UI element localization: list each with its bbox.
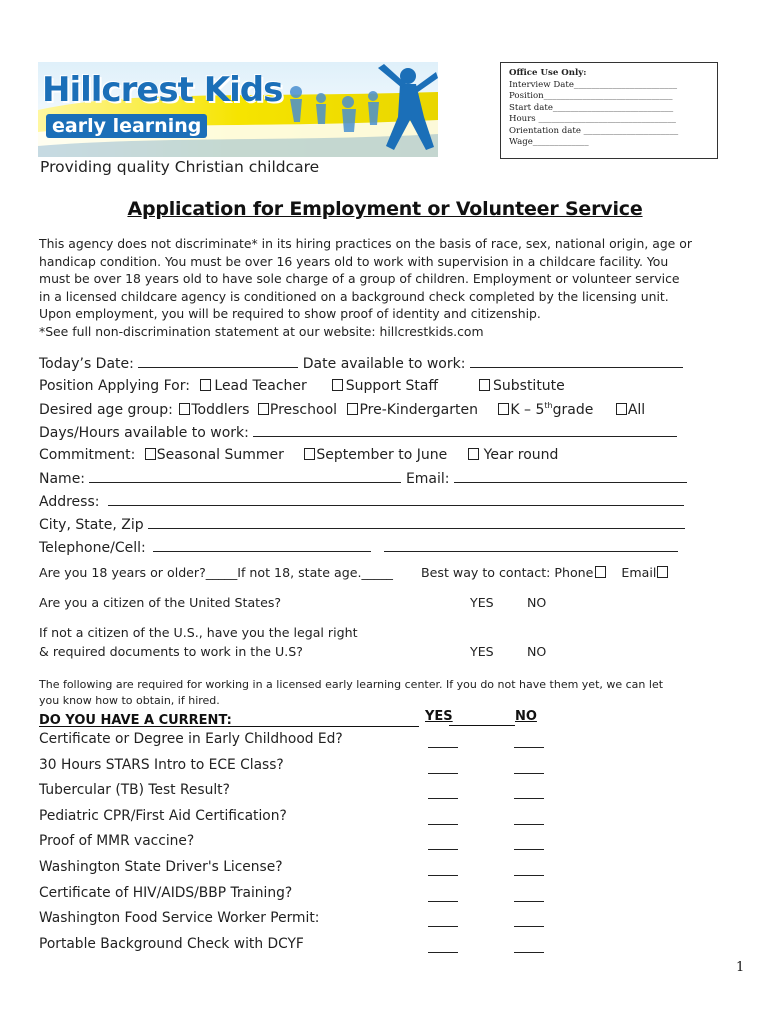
substitute-label: Substitute [493, 378, 565, 394]
support-staff-checkbox[interactable] [332, 379, 343, 391]
intro-line: Upon employment, you will be required to show proof of identity and citizenship. [39, 306, 541, 321]
cell-field[interactable] [384, 539, 678, 552]
office-start-date[interactable]: Start date____________________________ [509, 102, 674, 113]
page-number: 1 [736, 960, 745, 975]
office-use-box [500, 62, 718, 159]
requirement-label: Certificate of HIV/AIDS/BBP Training? [39, 885, 293, 901]
address-label: Address: [39, 494, 100, 510]
days-hours-field[interactable] [253, 424, 677, 437]
city-row [39, 516, 685, 533]
address-row [39, 493, 684, 510]
requirement-label: Portable Background Check with DCYF [39, 936, 304, 952]
toddlers-checkbox[interactable] [179, 403, 190, 415]
requirement-no-blank[interactable] [514, 900, 544, 902]
tagline: Providing quality Christian childcare [40, 158, 320, 176]
requirement-yes-blank[interactable] [428, 925, 458, 927]
date-available-label: Date available to work: [302, 356, 466, 372]
pre-kindergarten-label: Pre-Kindergarten [359, 401, 478, 418]
k-5-label: K – 5 [510, 401, 545, 418]
city-label: City, State, Zip [39, 517, 144, 533]
support-staff-label: Support Staff [345, 378, 439, 394]
requirement-label: Certificate or Degree in Early Childhood Ed? [39, 731, 343, 747]
intro-line: This agency does not discriminate* in its hiring practices on the basis of race, sex, national origin, age or [39, 236, 692, 251]
year-round-label: Year round [483, 447, 559, 463]
preschool-label: Preschool [269, 401, 338, 418]
logo-subtitle: early learning [46, 114, 207, 138]
requirement-no-blank[interactable] [514, 772, 544, 774]
header-rule-gap [449, 725, 515, 726]
dates-row [39, 355, 683, 372]
citizen-question: Are you a citizen of the United States? [39, 595, 282, 610]
todays-date-field[interactable] [138, 355, 298, 368]
intro-line: must be over 18 years old to have sole charge of a group of children. Employment or volunteer service [39, 271, 680, 286]
requirements-header-rule [39, 709, 419, 727]
logo-title: Hillcrest Kids [42, 70, 283, 110]
requirement-yes-blank[interactable] [428, 797, 458, 799]
note-line: you know how to obtain, if hired. [39, 693, 220, 707]
requirement-no-blank[interactable] [514, 746, 544, 748]
legal-no[interactable]: NO [527, 644, 547, 659]
lead-teacher-checkbox[interactable] [200, 379, 211, 391]
seasonal-summer-label: Seasonal Summer [156, 447, 284, 463]
city-field[interactable] [148, 516, 685, 529]
requirement-label: Washington Food Service Worker Permit: [39, 910, 320, 926]
contact-row [421, 565, 671, 580]
lead-teacher-label: Lead Teacher [214, 378, 307, 394]
contact-phone-checkbox[interactable] [595, 566, 606, 578]
address-field[interactable] [108, 493, 684, 506]
no-column-header: NO [515, 709, 537, 724]
intro-line: *See full non-discrimination statement at our website: hillcrestkids.com [39, 323, 484, 339]
legal-question-line2: & required documents to work in the U.S? [39, 644, 303, 659]
september-june-label: September to June [316, 447, 448, 463]
contact-email-label: Email [621, 565, 657, 580]
hillcrest-kids-logo [38, 62, 438, 157]
requirement-yes-blank[interactable] [428, 746, 458, 748]
position-row [39, 378, 565, 394]
intro-paragraph [39, 235, 739, 340]
toddlers-label: Toddlers [191, 401, 250, 418]
requirements-header: DO YOU HAVE A CURRENT: [39, 713, 232, 728]
office-position[interactable]: Position______________________________ [509, 91, 673, 101]
office-orientation-date[interactable]: Orientation date ______________________ [509, 125, 679, 136]
k-5-checkbox[interactable] [498, 403, 509, 415]
requirement-label: Tubercular (TB) Test Result? [39, 782, 230, 798]
telephone-label: Telephone/Cell: [39, 540, 146, 556]
age-question: Are you 18 years or older?_____If not 18, state age._____ [39, 565, 393, 580]
substitute-checkbox[interactable] [479, 379, 490, 391]
september-june-checkbox[interactable] [304, 448, 315, 460]
pre-kindergarten-checkbox[interactable] [347, 403, 358, 415]
name-email-row [39, 470, 687, 487]
requirement-no-blank[interactable] [514, 925, 544, 927]
email-field[interactable] [454, 470, 687, 483]
requirement-label: Washington State Driver's License? [39, 859, 283, 875]
seasonal-summer-checkbox[interactable] [145, 448, 156, 460]
commitment-label: Commitment: [39, 447, 136, 463]
date-available-field[interactable] [470, 355, 683, 368]
yes-column-header: YES [425, 709, 453, 724]
name-label: Name: [39, 471, 86, 487]
name-field[interactable] [89, 470, 401, 483]
office-interview-date[interactable]: Interview Date________________________ [509, 79, 678, 90]
telephone-row [39, 539, 678, 556]
requirement-yes-blank[interactable] [428, 772, 458, 774]
requirement-label: Proof of MMR vaccine? [39, 833, 195, 849]
email-label: Email: [405, 471, 450, 487]
requirement-no-blank[interactable] [514, 848, 544, 850]
requirement-label: Pediatric CPR/First Aid Certification? [39, 808, 287, 824]
requirement-yes-blank[interactable] [428, 823, 458, 825]
telephone-field[interactable] [153, 539, 371, 552]
contact-email-checkbox[interactable] [657, 566, 668, 578]
contact-label: Best way to contact: Phone [421, 565, 594, 580]
requirement-no-blank[interactable] [514, 823, 544, 825]
position-label: Position Applying For: [39, 378, 190, 394]
requirement-no-blank[interactable] [514, 874, 544, 876]
k-5-superscript: th [544, 401, 553, 410]
legal-question-line1: If not a citizen of the U.S., have you the legal right [39, 625, 358, 640]
commitment-row [39, 447, 558, 463]
intro-line: handicap condition. You must be over 16 years old to work with supervision in a childcare facility. You [39, 253, 669, 269]
days-hours-row [39, 424, 677, 441]
citizen-no[interactable]: NO [527, 595, 547, 610]
requirement-no-blank[interactable] [514, 797, 544, 799]
intro-line: in a licensed childcare agency is conditioned on a background check completed by the licensing unit. [39, 288, 669, 304]
office-use-title: Office Use Only: [509, 68, 587, 78]
requirements-note [39, 677, 739, 708]
office-wage[interactable]: Wage_____________ [509, 137, 589, 147]
requirement-no-blank[interactable] [514, 951, 544, 953]
preschool-checkbox[interactable] [258, 403, 269, 415]
office-hours[interactable]: Hours ________________________________ [509, 114, 676, 124]
legal-yes[interactable]: YES [470, 644, 494, 659]
page-title: Application for Employment or Volunteer Service [127, 198, 643, 220]
requirement-yes-blank[interactable] [428, 900, 458, 902]
requirement-yes-blank[interactable] [428, 848, 458, 850]
citizen-yes[interactable]: YES [470, 595, 494, 610]
requirement-yes-blank[interactable] [428, 874, 458, 876]
all-label: All [627, 401, 646, 418]
all-checkbox[interactable] [616, 403, 627, 415]
note-line: The following are required for working in a licensed early learning center. If you do not have them yet, we can let [39, 678, 664, 691]
todays-date-label: Today’s Date: [39, 356, 134, 372]
year-round-checkbox[interactable] [468, 448, 479, 460]
age-group-row [39, 401, 645, 418]
requirement-label: 30 Hours STARS Intro to ECE Class? [39, 757, 284, 773]
requirement-yes-blank[interactable] [428, 951, 458, 953]
k-5-grade-label: grade [552, 401, 594, 418]
days-hours-label: Days/Hours available to work: [39, 425, 249, 441]
age-group-label: Desired age group: [39, 401, 173, 418]
